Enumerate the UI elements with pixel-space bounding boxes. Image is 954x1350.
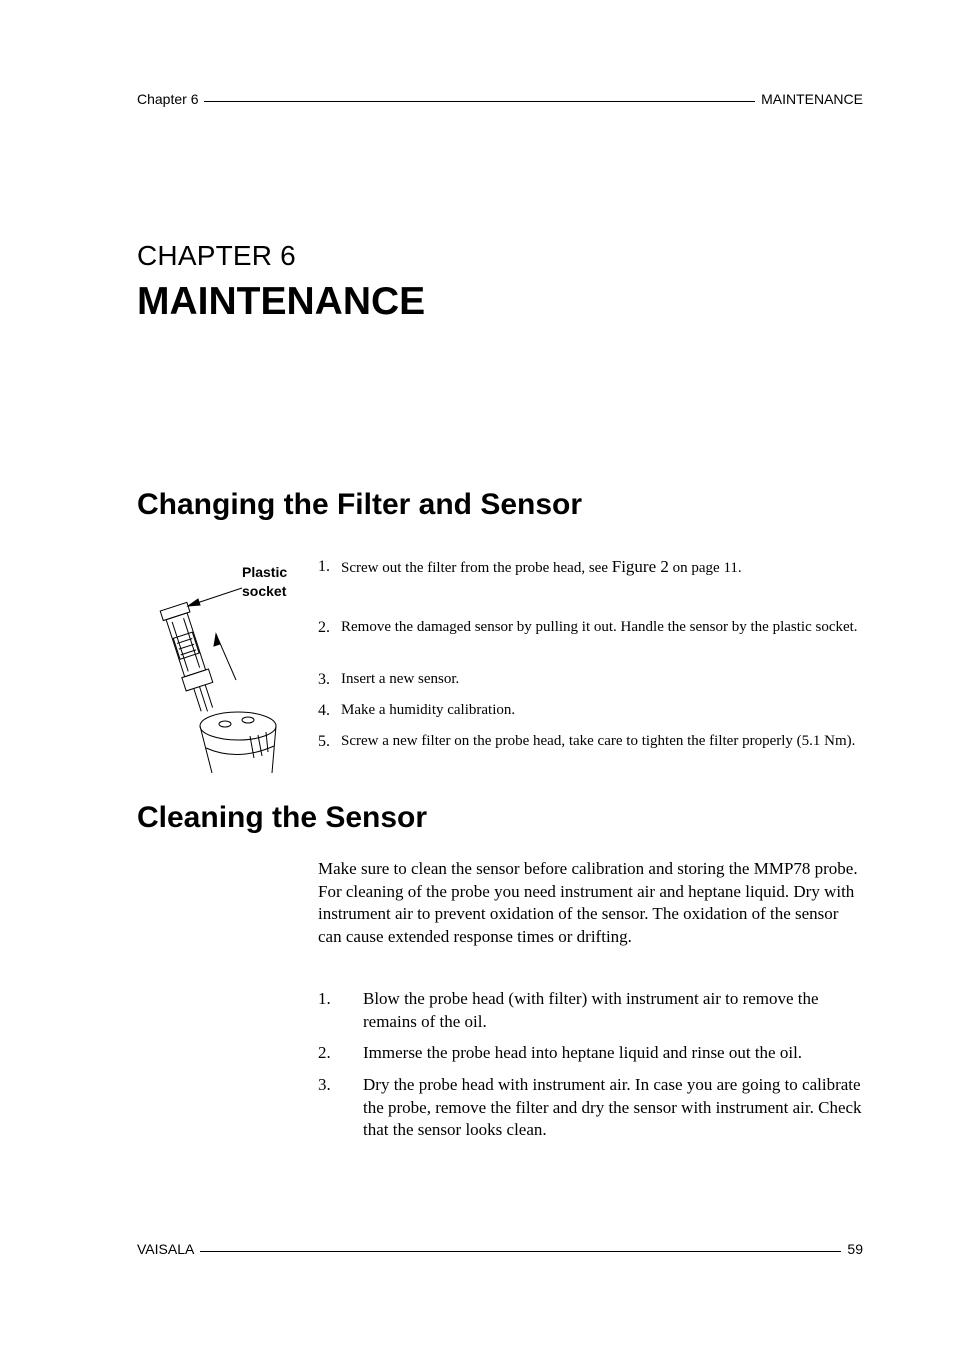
step-text: Screw a new filter on the probe head, take care to tighten the filter properly (5.1 Nm). xyxy=(341,733,856,749)
step-text: Make a humidity calibration. xyxy=(341,702,516,718)
footer-company: VAISALA xyxy=(137,1241,195,1257)
step-text xyxy=(341,556,863,579)
list-item xyxy=(318,700,863,721)
page-header xyxy=(137,91,863,107)
chapter-title: MAINTENANCE xyxy=(137,280,426,323)
figure-callout-line1: Plastic xyxy=(242,564,288,580)
section-heading-cleaning-sensor: Cleaning the Sensor xyxy=(137,801,428,834)
list-item xyxy=(318,988,863,1033)
step-number: 4. xyxy=(318,702,330,719)
list-item xyxy=(318,1074,863,1142)
step-text: Dry the probe head with instrument air. In case you are going to calibrate the probe, remove the filter and dry the sensor with instrument air. Check that the sensor looks clean. xyxy=(363,1075,862,1139)
list-item xyxy=(318,731,863,752)
step-number: 3. xyxy=(318,671,330,688)
list-item xyxy=(318,556,863,579)
list-item xyxy=(318,617,863,638)
step-number: 3. xyxy=(318,1075,331,1094)
figure-reference-link[interactable]: Figure 2 xyxy=(611,557,669,576)
step-number: 2. xyxy=(318,1043,331,1062)
step-text-after: on page 11. xyxy=(668,560,742,576)
step-number: 2. xyxy=(318,619,330,636)
header-chapter: Chapter 6 xyxy=(137,91,199,107)
step-text: Remove the damaged sensor by pulling it out. Handle the sensor by the plastic socket. xyxy=(341,619,858,635)
chapter-label: CHAPTER 6 xyxy=(137,240,296,271)
step-text: Blow the probe head (with filter) with instrument air to remove the remains of the oil. xyxy=(363,989,819,1031)
section-heading-changing-filter: Changing the Filter and Sensor xyxy=(137,488,583,521)
step-number: 5. xyxy=(318,733,330,750)
page-footer xyxy=(137,1241,863,1257)
step-text-before: Screw out the filter from the probe head, see xyxy=(341,560,612,576)
footer-rule xyxy=(200,1251,841,1252)
list-item xyxy=(318,669,863,690)
step-text: Immerse the probe head into heptane liquid and rinse out the oil. xyxy=(363,1043,803,1062)
header-rule xyxy=(204,101,755,102)
list-item xyxy=(318,1042,863,1065)
figure-callout-line2: socket xyxy=(242,583,287,599)
step-text: Insert a new sensor. xyxy=(341,671,460,687)
header-section: MAINTENANCE xyxy=(761,91,863,107)
step-number: 1. xyxy=(318,558,330,575)
probe-sensor-illustration xyxy=(150,558,300,778)
step-number: 1. xyxy=(318,989,331,1008)
cleaning-paragraph: Make sure to clean the sensor before calibration and storing the MMP78 probe. For cleaning of the probe you need instrument air and heptane liquid. Dry with instrument air to prevent oxidation of the sensor. The oxidation of the sensor can cause extended response times or drifting. xyxy=(318,859,858,946)
page-number: 59 xyxy=(847,1241,863,1257)
